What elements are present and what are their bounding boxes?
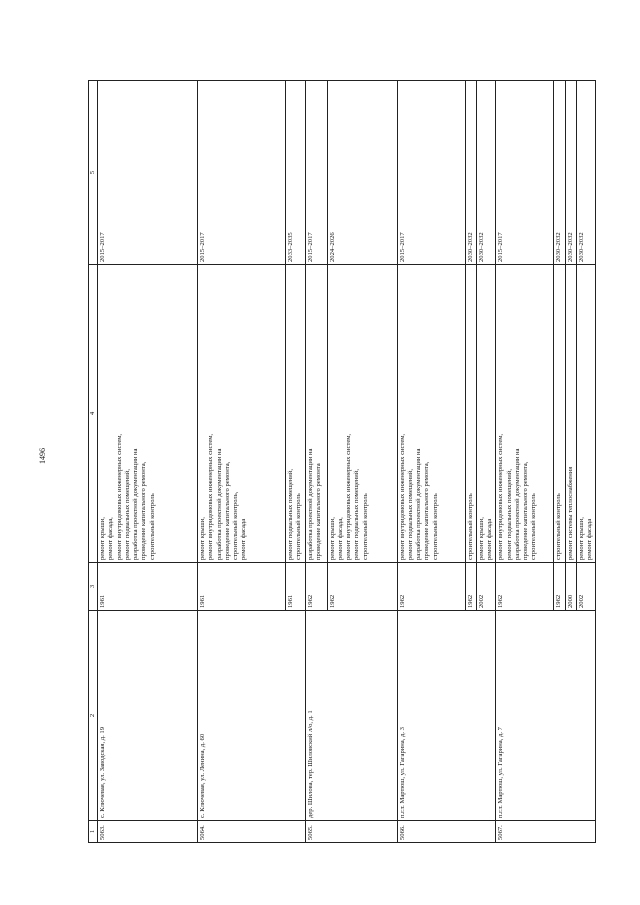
period-cell: 2030–2032 — [576, 81, 595, 265]
row-number: 5065. — [305, 821, 397, 843]
address-cell: с. Ключевая, ул. Заводская, д. 19 — [98, 611, 198, 821]
work-item: ремонт внутридомовых инженерных систем, — [207, 433, 215, 560]
work-item: ремонт фасада — [240, 518, 248, 560]
work-item: проведение капитального ремонта — [314, 463, 322, 560]
work-item: ремонт крыши, — [99, 517, 107, 560]
header-cell: 5 — [89, 81, 98, 265]
period-cell: 2015–2017 — [98, 81, 198, 265]
work-item: разработка проектной документации на — [306, 448, 314, 560]
work-item: разработка проектной документации на — [513, 448, 521, 560]
year-cell: 1961 — [286, 563, 305, 611]
work-item: проведение капитального ремонта, — [522, 461, 530, 560]
work-item: ремонт крыши, — [577, 517, 585, 560]
period-cell: 2030–2032 — [554, 81, 565, 265]
works-cell — [397, 265, 465, 563]
table-body — [98, 81, 596, 843]
row-number: 5067. — [496, 821, 596, 843]
table-row — [496, 81, 554, 843]
works-cell — [476, 265, 495, 563]
work-item: ремонт подвальных помещений, — [353, 469, 361, 560]
period-cell: 2030–2032 — [565, 81, 576, 265]
work-item: строительный контроль — [466, 493, 474, 560]
year-cell: 1962 — [554, 563, 565, 611]
work-item: строительный контроль — [148, 493, 156, 560]
year-cell: 1961 — [98, 563, 198, 611]
works-cell — [565, 265, 576, 563]
year-cell: 2002 — [476, 563, 495, 611]
work-item: ремонт крыши, — [199, 517, 207, 560]
table-row — [305, 81, 327, 843]
page-number: 1496 — [38, 448, 47, 464]
works-cell — [305, 265, 327, 563]
period-cell: 2015–2017 — [305, 81, 327, 265]
work-item: ремонт подвальных помещений, — [505, 469, 513, 560]
work-item: ремонт фасада, — [336, 517, 344, 560]
year-cell: 1962 — [305, 563, 327, 611]
work-item: ремонт крыши, — [328, 517, 336, 560]
period-cell: 2033–2035 — [286, 81, 305, 265]
period-cell: 2024–2026 — [327, 81, 397, 265]
row-number: 5066. — [397, 821, 496, 843]
works-cell — [465, 265, 476, 563]
work-item: проведение капитального ремонта, — [140, 461, 148, 560]
header-cell: 2 — [89, 611, 98, 821]
address-cell: п.г.т. Мартюш, ул. Гагарина, д. 3 — [397, 611, 496, 821]
work-item: разработка проектной документации на — [215, 448, 223, 560]
rotated-table-container — [88, 81, 603, 843]
work-item: разработка проектной документации на — [132, 448, 140, 560]
work-item: строительный контроль — [555, 493, 563, 560]
address-cell: с. Ключевая, ул. Ленина, д. 60 — [198, 611, 305, 821]
header-cell: 4 — [89, 265, 98, 563]
work-item: строительный контроль — [431, 493, 439, 560]
year-cell: 1962 — [327, 563, 397, 611]
work-item: ремонт системы теплоснабжения — [566, 466, 574, 560]
work-item: ремонт фасада, — [107, 517, 115, 560]
work-item: строительный контроль, — [232, 491, 240, 560]
year-cell: 1962 — [496, 563, 554, 611]
year-cell: 1961 — [198, 563, 286, 611]
work-item: ремонт подвальных помещений, — [123, 469, 131, 560]
works-cell — [576, 265, 595, 563]
work-item: проведение капитального ремонта, — [223, 461, 231, 560]
work-item: ремонт фасада — [486, 518, 494, 560]
work-item: проведение капитального ремонта, — [423, 461, 431, 560]
row-number: 5064. — [198, 821, 305, 843]
work-item: ремонт внутридомовых инженерных систем, — [345, 433, 353, 560]
row-number: 5063. — [98, 821, 198, 843]
year-cell: 1962 — [397, 563, 465, 611]
work-item: ремонт крыши, — [477, 517, 485, 560]
table-row — [98, 81, 198, 843]
year-cell: 2002 — [576, 563, 595, 611]
works-cell — [198, 265, 286, 563]
header-cell: 3 — [89, 563, 98, 611]
work-item: ремонт подвальных помещений, — [406, 469, 414, 560]
work-item: ремонт внутридомовых инженерных систем, — [115, 433, 123, 560]
table-row — [198, 81, 286, 843]
period-cell: 2015–2017 — [198, 81, 286, 265]
period-cell: 2015–2017 — [397, 81, 465, 265]
work-item: ремонт внутридомовых инженерных систем, — [497, 433, 505, 560]
works-cell — [286, 265, 305, 563]
period-cell: 2030–2032 — [476, 81, 495, 265]
table-row — [397, 81, 465, 843]
work-item: разработка проектной документации на — [415, 448, 423, 560]
header-row — [89, 81, 98, 843]
works-cell — [496, 265, 554, 563]
period-cell: 2030–2032 — [465, 81, 476, 265]
repair-schedule-table — [88, 80, 596, 843]
header-cell: 1 — [89, 821, 98, 843]
period-cell: 2015–2017 — [496, 81, 554, 265]
year-cell: 1962 — [465, 563, 476, 611]
year-cell: 2000 — [565, 563, 576, 611]
works-cell — [554, 265, 565, 563]
work-item: строительный контроль — [530, 493, 538, 560]
work-item: строительный контроль — [361, 493, 369, 560]
work-item: ремонт подвальных помещений, — [287, 469, 295, 560]
address-cell: дер. Шилова, тер. Шиловский л/о, д. 1 — [305, 611, 397, 821]
work-item: ремонт фасада — [586, 518, 594, 560]
work-item: ремонт внутридомовых инженерных систем, — [398, 433, 406, 560]
works-cell — [327, 265, 397, 563]
address-cell: п.г.т. Мартюш, ул. Гагарина, д. 7 — [496, 611, 596, 821]
works-cell — [98, 265, 198, 563]
work-item: строительный контроль — [295, 493, 303, 560]
